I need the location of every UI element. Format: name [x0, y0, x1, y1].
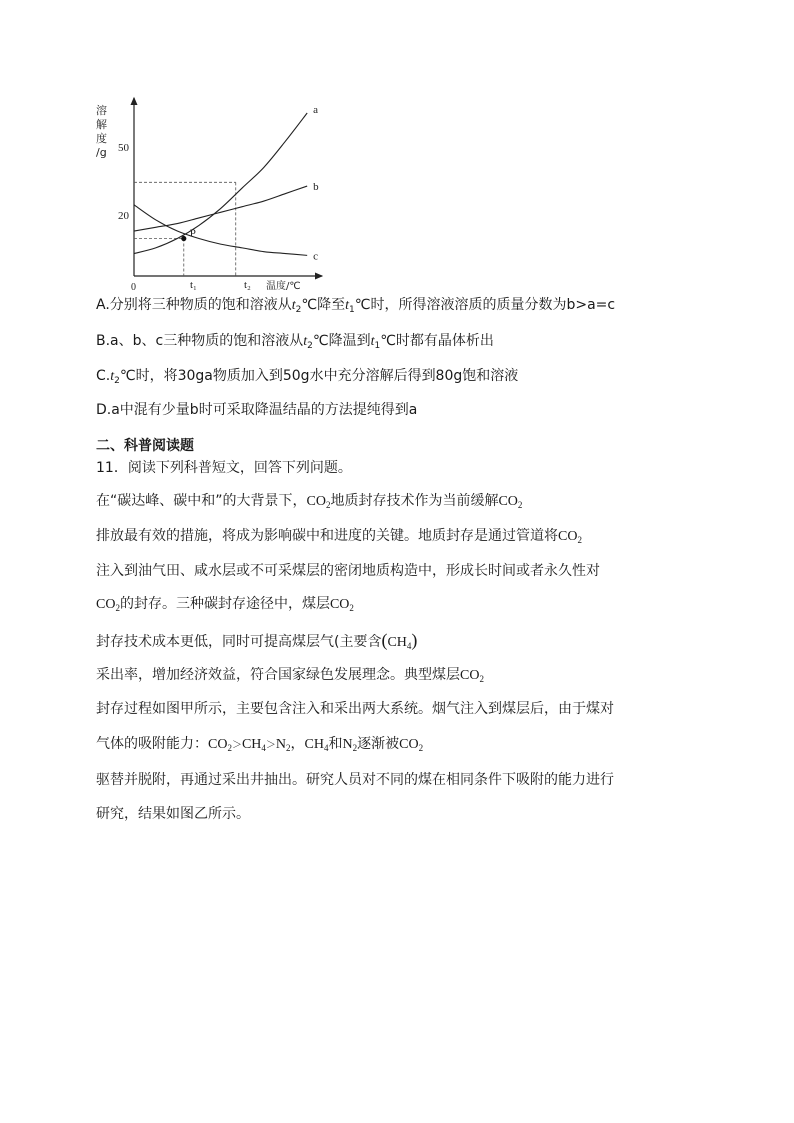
formula-sub: 4: [261, 743, 266, 753]
passage-text: 封存技术成本更低，同时可提高煤层气(主要含: [96, 634, 382, 650]
passage-line-9: 驱替并脱附，再通过采出井抽出。研究人员对不同的煤在相同条件下吸附的能力进行: [96, 772, 614, 788]
passage-line-1: [96, 491, 522, 512]
formula-ch4: CH: [387, 635, 407, 650]
passage-line-10: 研究，结果如图乙所示。: [96, 806, 250, 822]
passage-text: 排放最有效的措施，将成为影响碳中和进度的关键。地质封存是通过管道将: [96, 528, 558, 544]
option-c-t: t: [110, 369, 115, 384]
option-a-prefix: A.分别将三种物质的饱和溶液从: [96, 297, 292, 313]
question-intro: 11．阅读下列科普短文，回答下列问题。: [96, 460, 352, 476]
formula-co2: CO: [208, 737, 228, 752]
formula-sub: 2: [479, 674, 484, 684]
formula-ch4: CH: [304, 737, 324, 752]
passage-line-4: [96, 594, 354, 615]
passage-line-5: [96, 630, 417, 653]
option-a-t-from-sub: 2: [295, 305, 302, 315]
greater-than: ＞: [231, 740, 242, 751]
passage-text: 在“碳达峰、碳中和”的大背景下，: [96, 493, 307, 509]
option-a-suffix: ℃时，所得溶液溶质的质量分数为b>a=c: [354, 297, 616, 313]
formula-n2: N: [275, 737, 287, 752]
formula-sub: 2: [325, 500, 331, 510]
formula-sub: 2: [352, 743, 358, 753]
formula-sub: 2: [115, 603, 120, 613]
paren-open: (: [381, 630, 388, 650]
point-p-label: P: [189, 227, 196, 240]
formula-sub: 4: [323, 743, 329, 753]
greater-than: ＞: [265, 740, 276, 751]
passage-line-8: [96, 734, 423, 756]
formula-co2: CO: [399, 737, 419, 752]
y-label-char-3: 度: [96, 132, 107, 145]
intersection-point-p: [181, 236, 186, 241]
formula-sub: 2: [577, 535, 582, 545]
option-b-prefix: B.a、b、c三种物质的饱和溶液从: [96, 333, 304, 349]
option-a-t-to-sub: 1: [349, 305, 355, 315]
solubility-chart: [90, 90, 330, 290]
formula-co2: CO: [329, 597, 350, 612]
paren-close: ): [411, 630, 418, 650]
option-c-suffix: ℃时，将30ga物质加入到50g水中充分溶解后得到80g饱和溶液: [119, 368, 519, 384]
passage-text: 地质封存技术作为当前缓解: [330, 493, 499, 509]
option-c-prefix: C.: [96, 368, 111, 384]
formula-sub: 2: [517, 500, 523, 510]
solubility-chart-svg: [90, 90, 330, 290]
curve-a: [134, 113, 307, 254]
y-tick-50: 50: [118, 142, 129, 154]
formula-co2: CO: [558, 529, 578, 544]
curve-label-a: a: [313, 103, 319, 116]
option-b: [96, 331, 494, 352]
option-a-mid: ℃降至: [301, 297, 346, 313]
option-b-t-from-sub: 2: [307, 341, 313, 351]
passage-text: 的封存。三种碳封存途径中，煤层: [119, 596, 330, 612]
y-label-char-1: 溶: [96, 104, 107, 117]
option-c-t-sub: 2: [114, 376, 120, 386]
formula-co2: CO: [306, 494, 326, 509]
y-tick-20: 20: [118, 210, 129, 222]
formula-sub: 2: [418, 743, 424, 753]
formula-co2: CO: [96, 597, 116, 612]
option-b-suffix: ℃时都有晶体析出: [380, 333, 494, 349]
curve-label-c: c: [313, 250, 319, 263]
option-a-t-from: t: [291, 298, 296, 313]
passage-line-7: 封存过程如图甲所示，主要包含注入和采出两大系统。烟气注入到煤层后，由于煤对: [96, 701, 614, 717]
formula-ch4: CH: [241, 737, 262, 752]
option-b-t-from: t: [303, 334, 308, 349]
guide-lines: [134, 182, 236, 276]
passage-line-3: 注入到油气田、咸水层或不可采煤层的密闭地质构造中，形成长时间或者永久性对: [96, 563, 600, 579]
formula-sub: 2: [227, 743, 232, 753]
formula-co2: CO: [460, 668, 480, 683]
origin-label: 0: [131, 282, 136, 290]
formula-n2: N: [342, 737, 353, 752]
option-d: D.a中混有少量b时可采取降温结晶的方法提纯得到a: [96, 402, 418, 418]
y-label-char-4: /g: [96, 146, 107, 159]
option-a: [96, 295, 615, 316]
passage-text: 逐渐被: [357, 736, 400, 752]
passage-line-6: [96, 665, 484, 686]
option-c: [96, 366, 518, 387]
y-label-char-2: 解: [96, 118, 107, 131]
formula-sub: 4: [406, 641, 412, 651]
passage-text: 采出率，增加经济效益，符合国家绿色发展理念。典型煤层: [96, 667, 460, 683]
passage-text: 气体的吸附能力：: [96, 736, 208, 752]
option-b-t-to-sub: 1: [374, 341, 381, 351]
x-axis-label: 温度/℃: [266, 281, 301, 290]
comma: ，: [290, 736, 305, 752]
option-a-t-to: t: [345, 298, 350, 313]
x-tick-t2: t₂: [244, 279, 251, 290]
formula-sub: 2: [349, 603, 354, 613]
formula-sub: 2: [286, 743, 291, 753]
passage-line-2: [96, 526, 582, 547]
section-heading: 二、科普阅读题: [96, 438, 194, 454]
option-b-mid: ℃降温到: [312, 333, 371, 349]
passage-text: 和: [328, 736, 343, 752]
x-tick-t1: t₁: [190, 279, 197, 290]
option-b-t-to: t: [370, 334, 375, 349]
formula-co2: CO: [498, 494, 518, 509]
curve-label-b: b: [313, 181, 319, 194]
